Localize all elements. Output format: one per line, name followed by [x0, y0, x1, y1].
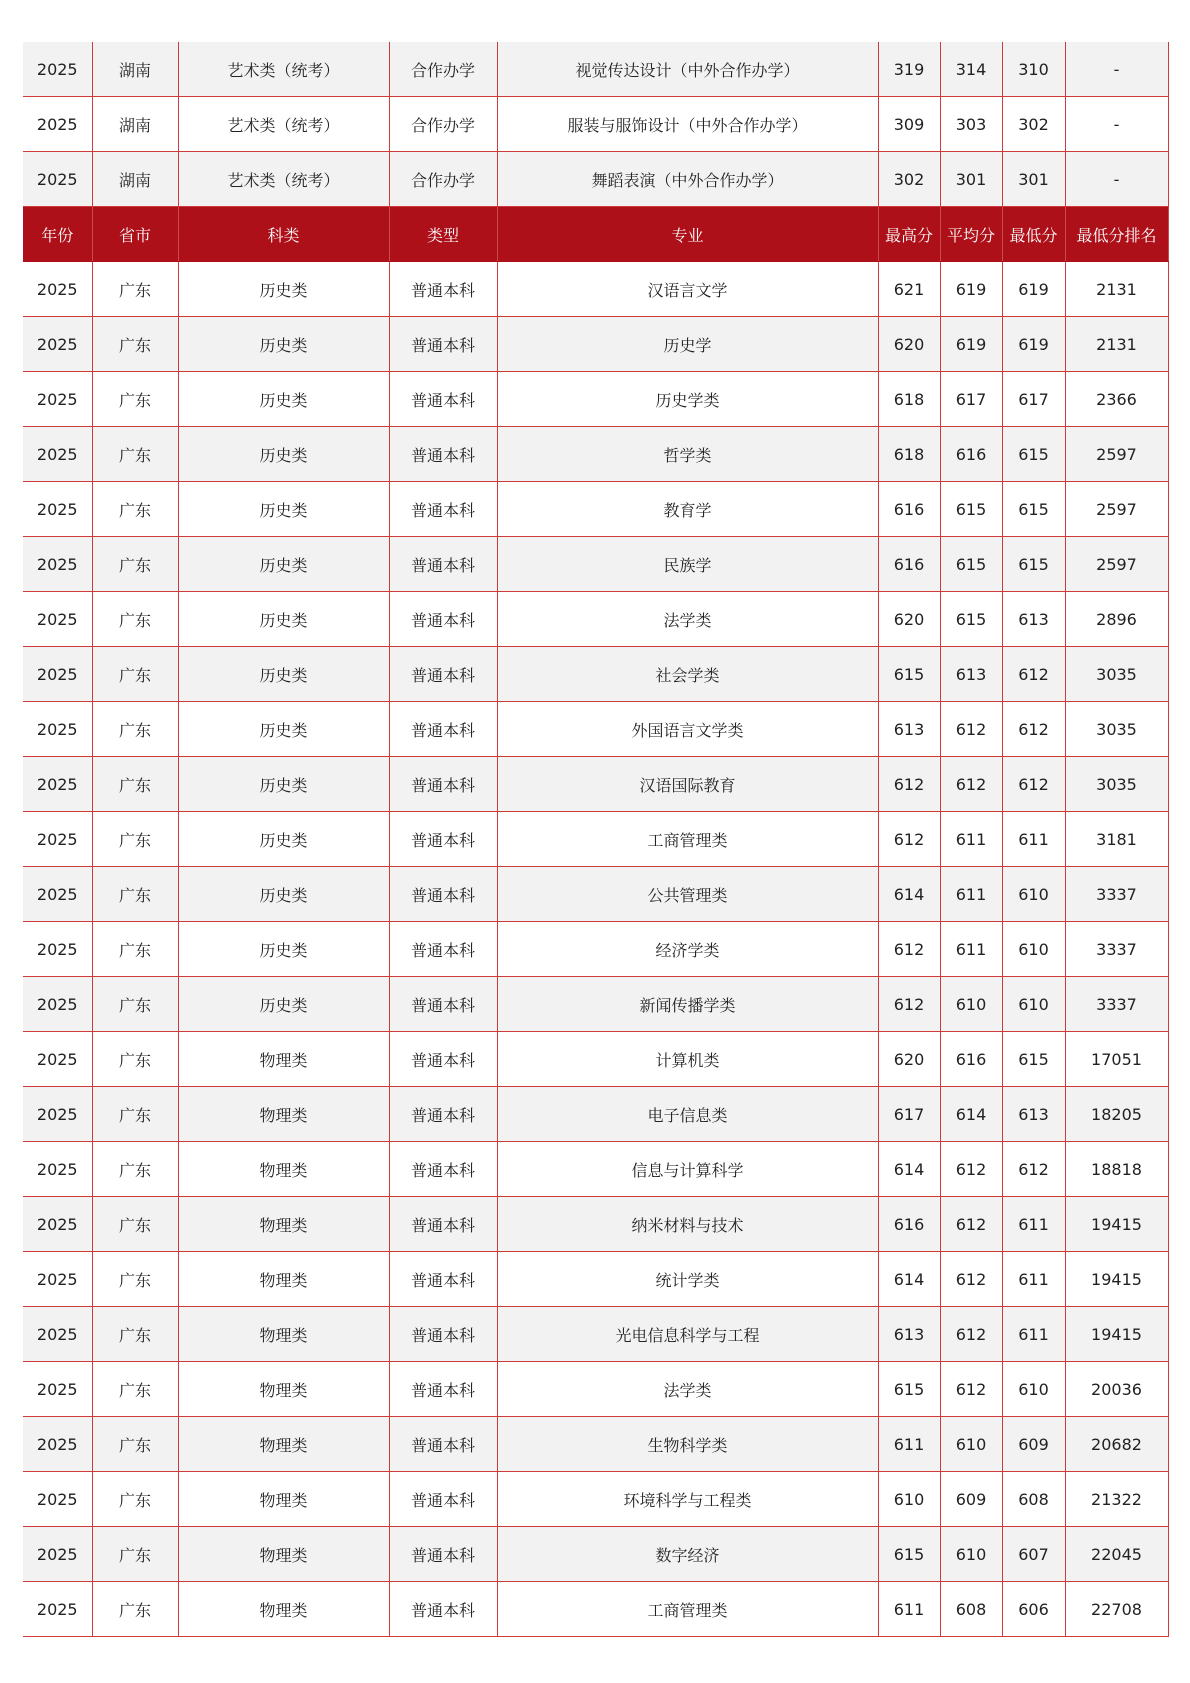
cell-type: 普通本科 — [389, 1582, 497, 1637]
cell-max-score: 615 — [878, 647, 940, 702]
cell-type: 普通本科 — [389, 1527, 497, 1582]
cell-max-score: 615 — [878, 1527, 940, 1582]
cell-min-score: 301 — [1002, 152, 1065, 207]
cell-major: 汉语国际教育 — [497, 757, 878, 812]
cell-province: 广东 — [92, 482, 178, 537]
cell-year: 2025 — [23, 317, 92, 372]
cell-avg-score: 612 — [940, 702, 1002, 757]
cell-max-score: 309 — [878, 97, 940, 152]
cell-subject-category: 历史类 — [178, 372, 389, 427]
cell-type: 普通本科 — [389, 1417, 497, 1472]
cell-year: 2025 — [23, 1032, 92, 1087]
cell-min-score: 610 — [1002, 977, 1065, 1032]
cell-min-score: 615 — [1002, 427, 1065, 482]
table-row — [23, 317, 1168, 372]
cell-avg-score: 610 — [940, 977, 1002, 1032]
cell-year: 2025 — [23, 262, 92, 317]
cell-avg-score: 303 — [940, 97, 1002, 152]
header-avg-score: 平均分 — [940, 207, 1002, 262]
cell-province: 广东 — [92, 537, 178, 592]
cell-year: 2025 — [23, 922, 92, 977]
cell-major: 统计学类 — [497, 1252, 878, 1307]
cell-subject-category: 历史类 — [178, 262, 389, 317]
cell-type: 普通本科 — [389, 1307, 497, 1362]
cell-avg-score: 611 — [940, 922, 1002, 977]
cell-min-rank: 3337 — [1065, 977, 1168, 1032]
cell-province: 湖南 — [92, 42, 178, 97]
cell-type: 合作办学 — [389, 42, 497, 97]
cell-type: 普通本科 — [389, 1362, 497, 1417]
cell-max-score: 620 — [878, 317, 940, 372]
cell-max-score: 612 — [878, 812, 940, 867]
table-row — [23, 977, 1168, 1032]
cell-avg-score: 614 — [940, 1087, 1002, 1142]
cell-year: 2025 — [23, 1527, 92, 1582]
cell-min-score: 613 — [1002, 592, 1065, 647]
cell-max-score: 614 — [878, 1142, 940, 1197]
cell-province: 广东 — [92, 317, 178, 372]
cell-subject-category: 物理类 — [178, 1032, 389, 1087]
cell-subject-category: 物理类 — [178, 1582, 389, 1637]
cell-subject-category: 物理类 — [178, 1362, 389, 1417]
cell-year: 2025 — [23, 592, 92, 647]
cell-min-rank: 3181 — [1065, 812, 1168, 867]
cell-province: 湖南 — [92, 97, 178, 152]
cell-province: 湖南 — [92, 152, 178, 207]
header-max-score: 最高分 — [878, 207, 940, 262]
cell-type: 普通本科 — [389, 977, 497, 1032]
table-body-bottom — [23, 262, 1168, 1637]
cell-min-rank: 2896 — [1065, 592, 1168, 647]
table-row — [23, 1362, 1168, 1417]
cell-type: 普通本科 — [389, 867, 497, 922]
cell-subject-category: 艺术类（统考） — [178, 152, 389, 207]
cell-min-rank: - — [1065, 42, 1168, 97]
cell-year: 2025 — [23, 1197, 92, 1252]
cell-province: 广东 — [92, 372, 178, 427]
cell-major: 法学类 — [497, 592, 878, 647]
cell-major: 纳米材料与技术 — [497, 1197, 878, 1252]
cell-min-score: 302 — [1002, 97, 1065, 152]
cell-type: 普通本科 — [389, 482, 497, 537]
cell-type: 普通本科 — [389, 647, 497, 702]
cell-avg-score: 616 — [940, 427, 1002, 482]
cell-major: 舞蹈表演（中外合作办学） — [497, 152, 878, 207]
cell-type: 普通本科 — [389, 317, 497, 372]
table-row — [23, 1307, 1168, 1362]
table-header-group — [23, 207, 1168, 262]
cell-year: 2025 — [23, 812, 92, 867]
cell-max-score: 319 — [878, 42, 940, 97]
cell-year: 2025 — [23, 647, 92, 702]
cell-min-score: 611 — [1002, 1252, 1065, 1307]
cell-province: 广东 — [92, 1087, 178, 1142]
cell-year: 2025 — [23, 1087, 92, 1142]
cell-year: 2025 — [23, 42, 92, 97]
cell-type: 普通本科 — [389, 812, 497, 867]
cell-min-rank: 18818 — [1065, 1142, 1168, 1197]
table-row — [23, 152, 1168, 207]
cell-subject-category: 历史类 — [178, 867, 389, 922]
cell-province: 广东 — [92, 867, 178, 922]
cell-type: 合作办学 — [389, 97, 497, 152]
cell-min-score: 611 — [1002, 1197, 1065, 1252]
cell-avg-score: 619 — [940, 262, 1002, 317]
table-row — [23, 592, 1168, 647]
cell-major: 法学类 — [497, 1362, 878, 1417]
cell-year: 2025 — [23, 427, 92, 482]
cell-subject-category: 物理类 — [178, 1252, 389, 1307]
cell-major: 民族学 — [497, 537, 878, 592]
cell-year: 2025 — [23, 977, 92, 1032]
cell-major: 新闻传播学类 — [497, 977, 878, 1032]
table-body-top — [23, 42, 1168, 207]
cell-min-score: 610 — [1002, 1362, 1065, 1417]
cell-min-rank: 2597 — [1065, 537, 1168, 592]
cell-min-rank: 20682 — [1065, 1417, 1168, 1472]
table-row — [23, 702, 1168, 757]
cell-avg-score: 612 — [940, 1307, 1002, 1362]
cell-subject-category: 历史类 — [178, 702, 389, 757]
cell-min-score: 615 — [1002, 1032, 1065, 1087]
cell-avg-score: 612 — [940, 1142, 1002, 1197]
cell-min-rank: 19415 — [1065, 1197, 1168, 1252]
cell-major: 哲学类 — [497, 427, 878, 482]
cell-avg-score: 610 — [940, 1527, 1002, 1582]
cell-max-score: 612 — [878, 977, 940, 1032]
cell-min-rank: 20036 — [1065, 1362, 1168, 1417]
cell-province: 广东 — [92, 262, 178, 317]
cell-subject-category: 历史类 — [178, 647, 389, 702]
table-row — [23, 757, 1168, 812]
cell-year: 2025 — [23, 1142, 92, 1197]
cell-avg-score: 611 — [940, 867, 1002, 922]
cell-min-rank: 18205 — [1065, 1087, 1168, 1142]
cell-subject-category: 历史类 — [178, 922, 389, 977]
cell-min-score: 608 — [1002, 1472, 1065, 1527]
cell-max-score: 614 — [878, 867, 940, 922]
cell-subject-category: 历史类 — [178, 592, 389, 647]
cell-min-score: 611 — [1002, 812, 1065, 867]
cell-type: 合作办学 — [389, 152, 497, 207]
cell-min-score: 610 — [1002, 922, 1065, 977]
cell-avg-score: 611 — [940, 812, 1002, 867]
cell-avg-score: 617 — [940, 372, 1002, 427]
table-row — [23, 647, 1168, 702]
cell-year: 2025 — [23, 372, 92, 427]
cell-subject-category: 历史类 — [178, 812, 389, 867]
cell-year: 2025 — [23, 1252, 92, 1307]
cell-year: 2025 — [23, 537, 92, 592]
cell-province: 广东 — [92, 1362, 178, 1417]
cell-min-score: 606 — [1002, 1582, 1065, 1637]
cell-type: 普通本科 — [389, 702, 497, 757]
cell-subject-category: 物理类 — [178, 1142, 389, 1197]
cell-avg-score: 612 — [940, 1362, 1002, 1417]
table-row — [23, 482, 1168, 537]
cell-year: 2025 — [23, 1362, 92, 1417]
cell-max-score: 616 — [878, 1197, 940, 1252]
cell-province: 广东 — [92, 757, 178, 812]
cell-max-score: 620 — [878, 1032, 940, 1087]
cell-province: 广东 — [92, 592, 178, 647]
cell-avg-score: 314 — [940, 42, 1002, 97]
cell-min-rank: 22045 — [1065, 1527, 1168, 1582]
cell-province: 广东 — [92, 1307, 178, 1362]
table-row — [23, 427, 1168, 482]
cell-year: 2025 — [23, 97, 92, 152]
table-row — [23, 1472, 1168, 1527]
cell-type: 普通本科 — [389, 1142, 497, 1197]
cell-max-score: 614 — [878, 1252, 940, 1307]
cell-major: 教育学 — [497, 482, 878, 537]
cell-major: 社会学类 — [497, 647, 878, 702]
cell-min-rank: 22708 — [1065, 1582, 1168, 1637]
cell-major: 汉语言文学 — [497, 262, 878, 317]
cell-min-score: 310 — [1002, 42, 1065, 97]
cell-max-score: 613 — [878, 702, 940, 757]
cell-year: 2025 — [23, 702, 92, 757]
cell-type: 普通本科 — [389, 1087, 497, 1142]
cell-subject-category: 历史类 — [178, 427, 389, 482]
cell-avg-score: 301 — [940, 152, 1002, 207]
cell-province: 广东 — [92, 977, 178, 1032]
header-subject-category: 科类 — [178, 207, 389, 262]
cell-min-score: 613 — [1002, 1087, 1065, 1142]
cell-subject-category: 历史类 — [178, 757, 389, 812]
cell-province: 广东 — [92, 1142, 178, 1197]
header-row — [23, 207, 1168, 262]
cell-major: 历史学类 — [497, 372, 878, 427]
cell-avg-score: 616 — [940, 1032, 1002, 1087]
cell-major: 历史学 — [497, 317, 878, 372]
cell-province: 广东 — [92, 1472, 178, 1527]
cell-subject-category: 艺术类（统考） — [178, 97, 389, 152]
table-row — [23, 867, 1168, 922]
cell-subject-category: 历史类 — [178, 977, 389, 1032]
cell-avg-score: 608 — [940, 1582, 1002, 1637]
cell-min-rank: 2131 — [1065, 262, 1168, 317]
cell-avg-score: 615 — [940, 537, 1002, 592]
cell-min-score: 615 — [1002, 482, 1065, 537]
cell-province: 广东 — [92, 812, 178, 867]
cell-subject-category: 物理类 — [178, 1472, 389, 1527]
cell-min-rank: 2597 — [1065, 482, 1168, 537]
cell-min-rank: 19415 — [1065, 1252, 1168, 1307]
cell-province: 广东 — [92, 647, 178, 702]
cell-min-rank: 17051 — [1065, 1032, 1168, 1087]
cell-type: 普通本科 — [389, 372, 497, 427]
cell-type: 普通本科 — [389, 262, 497, 317]
cell-max-score: 618 — [878, 372, 940, 427]
cell-min-score: 611 — [1002, 1307, 1065, 1362]
cell-min-score: 609 — [1002, 1417, 1065, 1472]
cell-year: 2025 — [23, 152, 92, 207]
table-row — [23, 1032, 1168, 1087]
table-row — [23, 812, 1168, 867]
cell-province: 广东 — [92, 1417, 178, 1472]
cell-max-score: 620 — [878, 592, 940, 647]
cell-max-score: 615 — [878, 1362, 940, 1417]
cell-type: 普通本科 — [389, 1472, 497, 1527]
cell-max-score: 302 — [878, 152, 940, 207]
admission-score-table — [23, 42, 1169, 1637]
header-min-rank: 最低分排名 — [1065, 207, 1168, 262]
cell-min-rank: 19415 — [1065, 1307, 1168, 1362]
table-row — [23, 1582, 1168, 1637]
table-row — [23, 262, 1168, 317]
cell-avg-score: 619 — [940, 317, 1002, 372]
table-row — [23, 1197, 1168, 1252]
cell-subject-category: 历史类 — [178, 537, 389, 592]
cell-min-score: 610 — [1002, 867, 1065, 922]
cell-min-rank: - — [1065, 152, 1168, 207]
cell-min-score: 617 — [1002, 372, 1065, 427]
cell-type: 普通本科 — [389, 537, 497, 592]
cell-province: 广东 — [92, 1527, 178, 1582]
table-row — [23, 42, 1168, 97]
cell-year: 2025 — [23, 1307, 92, 1362]
cell-max-score: 618 — [878, 427, 940, 482]
cell-province: 广东 — [92, 1032, 178, 1087]
cell-subject-category: 物理类 — [178, 1087, 389, 1142]
cell-min-score: 612 — [1002, 647, 1065, 702]
cell-subject-category: 物理类 — [178, 1527, 389, 1582]
cell-major: 视觉传达设计（中外合作办学） — [497, 42, 878, 97]
table-row — [23, 1087, 1168, 1142]
table-row — [23, 1527, 1168, 1582]
cell-type: 普通本科 — [389, 592, 497, 647]
cell-min-rank: 3337 — [1065, 867, 1168, 922]
cell-year: 2025 — [23, 867, 92, 922]
cell-min-rank: 2366 — [1065, 372, 1168, 427]
cell-major: 光电信息科学与工程 — [497, 1307, 878, 1362]
cell-min-score: 612 — [1002, 1142, 1065, 1197]
cell-avg-score: 612 — [940, 757, 1002, 812]
cell-subject-category: 物理类 — [178, 1197, 389, 1252]
cell-major: 计算机类 — [497, 1032, 878, 1087]
cell-avg-score: 612 — [940, 1252, 1002, 1307]
cell-min-score: 615 — [1002, 537, 1065, 592]
cell-subject-category: 历史类 — [178, 317, 389, 372]
header-type: 类型 — [389, 207, 497, 262]
cell-max-score: 612 — [878, 757, 940, 812]
admission-score-table-container — [23, 42, 1168, 1637]
cell-max-score: 612 — [878, 922, 940, 977]
cell-major: 环境科学与工程类 — [497, 1472, 878, 1527]
table-row — [23, 1252, 1168, 1307]
cell-min-score: 619 — [1002, 317, 1065, 372]
cell-avg-score: 613 — [940, 647, 1002, 702]
table-row — [23, 97, 1168, 152]
cell-type: 普通本科 — [389, 1197, 497, 1252]
cell-min-rank: 3035 — [1065, 757, 1168, 812]
table-row — [23, 922, 1168, 977]
cell-avg-score: 612 — [940, 1197, 1002, 1252]
cell-major: 外国语言文学类 — [497, 702, 878, 757]
cell-major: 数字经济 — [497, 1527, 878, 1582]
cell-year: 2025 — [23, 1582, 92, 1637]
cell-year: 2025 — [23, 1472, 92, 1527]
cell-min-rank: 3035 — [1065, 647, 1168, 702]
cell-min-rank: - — [1065, 97, 1168, 152]
cell-min-rank: 2597 — [1065, 427, 1168, 482]
cell-year: 2025 — [23, 1417, 92, 1472]
cell-max-score: 611 — [878, 1417, 940, 1472]
cell-max-score: 621 — [878, 262, 940, 317]
cell-avg-score: 615 — [940, 482, 1002, 537]
cell-max-score: 613 — [878, 1307, 940, 1362]
table-row — [23, 1417, 1168, 1472]
cell-min-rank: 3337 — [1065, 922, 1168, 977]
header-min-score: 最低分 — [1002, 207, 1065, 262]
cell-subject-category: 艺术类（统考） — [178, 42, 389, 97]
cell-year: 2025 — [23, 757, 92, 812]
table-row — [23, 1142, 1168, 1197]
header-province: 省市 — [92, 207, 178, 262]
header-major: 专业 — [497, 207, 878, 262]
cell-major: 工商管理类 — [497, 1582, 878, 1637]
cell-min-score: 612 — [1002, 757, 1065, 812]
cell-subject-category: 物理类 — [178, 1307, 389, 1362]
cell-major: 公共管理类 — [497, 867, 878, 922]
cell-max-score: 617 — [878, 1087, 940, 1142]
cell-max-score: 616 — [878, 482, 940, 537]
cell-avg-score: 609 — [940, 1472, 1002, 1527]
cell-major: 电子信息类 — [497, 1087, 878, 1142]
cell-avg-score: 610 — [940, 1417, 1002, 1472]
cell-type: 普通本科 — [389, 922, 497, 977]
cell-major: 信息与计算科学 — [497, 1142, 878, 1197]
cell-province: 广东 — [92, 1252, 178, 1307]
cell-province: 广东 — [92, 1197, 178, 1252]
cell-subject-category: 物理类 — [178, 1417, 389, 1472]
cell-max-score: 611 — [878, 1582, 940, 1637]
table-row — [23, 537, 1168, 592]
cell-subject-category: 历史类 — [178, 482, 389, 537]
cell-avg-score: 615 — [940, 592, 1002, 647]
cell-min-score: 607 — [1002, 1527, 1065, 1582]
cell-min-rank: 3035 — [1065, 702, 1168, 757]
cell-year: 2025 — [23, 482, 92, 537]
cell-type: 普通本科 — [389, 757, 497, 812]
cell-min-rank: 2131 — [1065, 317, 1168, 372]
cell-type: 普通本科 — [389, 427, 497, 482]
cell-min-score: 612 — [1002, 702, 1065, 757]
cell-province: 广东 — [92, 427, 178, 482]
cell-major: 服装与服饰设计（中外合作办学） — [497, 97, 878, 152]
table-row — [23, 372, 1168, 427]
cell-min-rank: 21322 — [1065, 1472, 1168, 1527]
cell-type: 普通本科 — [389, 1252, 497, 1307]
cell-max-score: 616 — [878, 537, 940, 592]
cell-type: 普通本科 — [389, 1032, 497, 1087]
cell-province: 广东 — [92, 702, 178, 757]
cell-max-score: 610 — [878, 1472, 940, 1527]
cell-min-score: 619 — [1002, 262, 1065, 317]
cell-major: 经济学类 — [497, 922, 878, 977]
cell-province: 广东 — [92, 922, 178, 977]
cell-province: 广东 — [92, 1582, 178, 1637]
header-year: 年份 — [23, 207, 92, 262]
cell-major: 工商管理类 — [497, 812, 878, 867]
cell-major: 生物科学类 — [497, 1417, 878, 1472]
